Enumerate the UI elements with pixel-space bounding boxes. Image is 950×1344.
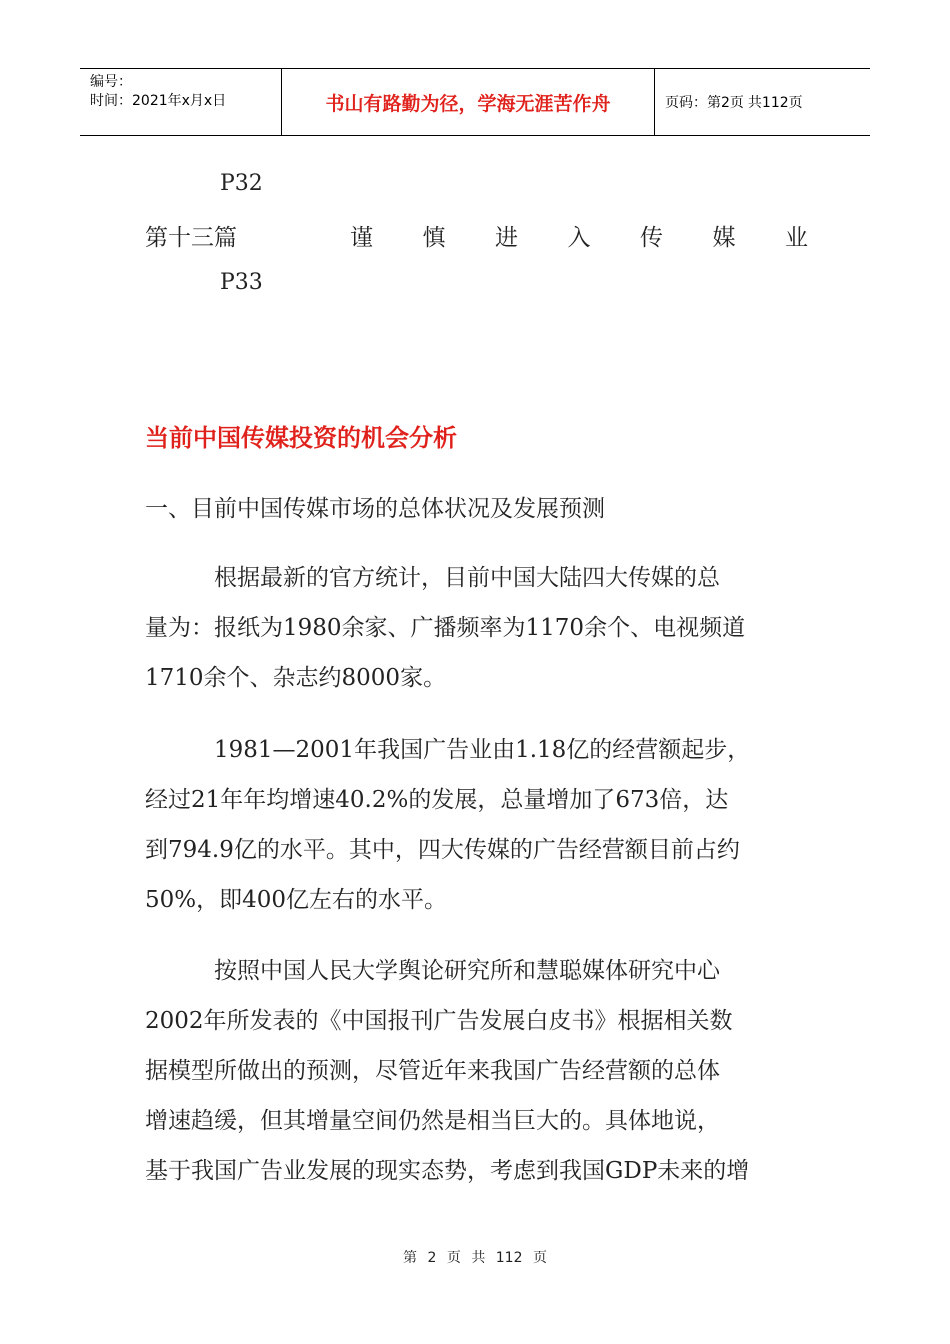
document-number-label: 编号：	[90, 74, 132, 90]
header-total-label: 共112页	[747, 95, 803, 111]
page-footer	[0, 1247, 950, 1267]
toc-entry-char: 传	[640, 225, 663, 251]
toc-page-number-previous: P32	[220, 171, 263, 196]
paragraph-line: 2002年所发表的《中国报刊广告发展白皮书》根据相关数	[145, 1008, 733, 1034]
footer-prefix: 第	[403, 1250, 418, 1266]
header-motto: 书山有路勤为径，学海无涯苦作舟	[281, 69, 655, 135]
section-title: 当前中国传媒投资的机会分析	[145, 424, 457, 452]
footer-page-number: 2	[427, 1250, 437, 1266]
toc-entry-page-number: P33	[220, 270, 263, 295]
paragraph-line: 1981—2001年我国广告业由1.18亿的经营额起步，	[145, 737, 751, 763]
paragraph-line: 到794.9亿的水平。其中，四大传媒的广告经营额目前占约	[145, 837, 740, 863]
page-header	[80, 68, 870, 136]
paragraph-line: 增速趋缓，但其增量空间仍然是相当巨大的。具体地说，	[145, 1108, 720, 1134]
paragraph-3	[145, 946, 810, 1196]
paragraph-line: 按照中国人民大学舆论研究所和慧聪媒体研究中心	[145, 958, 720, 984]
footer-total-pages: 112	[495, 1250, 523, 1266]
toc-entry-name	[350, 219, 808, 252]
paragraph-line: 基于我国广告业发展的现实态势，考虑到我国GDP未来的增	[145, 1158, 750, 1184]
paragraph-line: 量为：报纸为1980余家、广播频率为1170余个、电视频道	[145, 615, 746, 641]
header-meta	[80, 69, 281, 135]
toc-entry-char: 慎	[422, 225, 446, 251]
paragraph-line: 50%，即400亿左右的水平。	[145, 887, 448, 913]
paragraph-line: 据模型所做出的预测，尽管近年来我国广告经营额的总体	[145, 1058, 720, 1084]
document-time-label: 时间：2021年x月x日	[90, 93, 227, 109]
paragraph-line: 经过21年年均增速40.2%的发展，总量增加了673倍，达	[145, 787, 729, 813]
sub-heading: 一、目前中国传媒市场的总体状况及发展预测	[145, 496, 605, 522]
toc-entry-char: 入	[567, 225, 591, 251]
header-page-label: 页码：第2页	[665, 95, 744, 111]
footer-total-suffix: 页	[532, 1250, 547, 1266]
header-page-info	[655, 69, 870, 135]
toc-entry-char: 业	[785, 225, 808, 251]
footer-page-suffix: 页	[446, 1250, 461, 1266]
paragraph-2	[145, 725, 810, 925]
footer-total-prefix: 共	[471, 1250, 486, 1266]
toc-entry-title: 第十三篇	[145, 225, 237, 251]
paragraph-line: 根据最新的官方统计，目前中国大陆四大传媒的总	[145, 565, 720, 591]
toc-entry-char: 谨	[350, 225, 373, 251]
toc-entry-char: 进	[495, 225, 518, 251]
toc-entry-char: 媒	[712, 225, 736, 251]
paragraph-line: 1710余个、杂志约8000家。	[145, 665, 447, 691]
paragraph-1	[145, 553, 810, 703]
